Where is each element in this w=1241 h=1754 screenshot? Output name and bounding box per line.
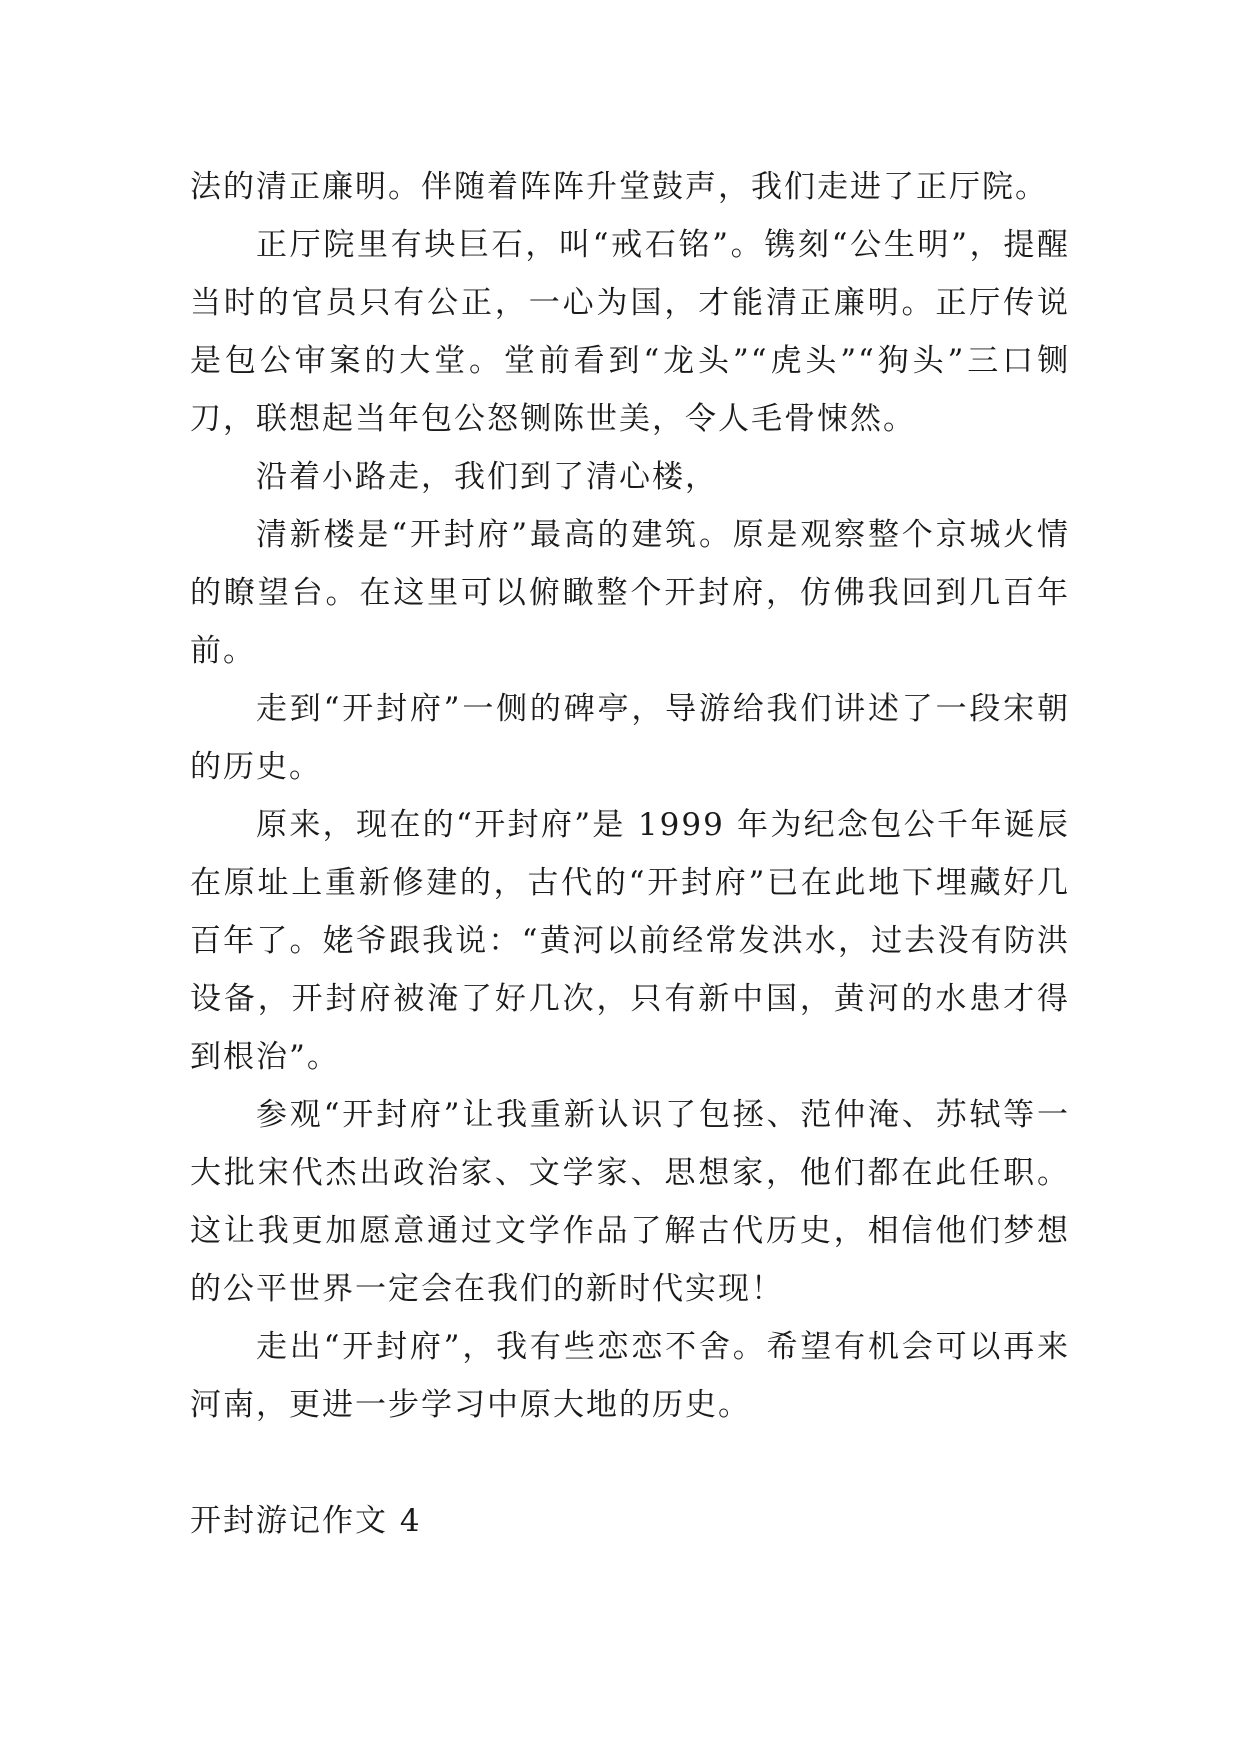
paragraph-8: 走出“开封府”，我有些恋恋不舍。希望有机会可以再来河南，更进一步学习中原大地的历史。	[190, 1329, 1070, 1423]
paragraph-2: 正厅院里有块巨石，叫“戒石铭”。镌刻“公生明”，提醒当时的官员只有公正，一心为国，才能清正廉明。正厅传说是包公审案的大堂。堂前看到“龙头”“虎头”“狗头”三口铡刀，联想起当年包公怒铡陈世美，令人毛骨悚然。	[190, 227, 1070, 437]
section-heading: 开封游记作文 4	[190, 1503, 422, 1539]
document-body	[190, 158, 1070, 1434]
paragraph-6: 原来，现在的“开封府”是 1999 年为纪念包公千年诞辰在原址上重新修建的，古代的“开封府”已在此地下埋藏好几百年了。姥爷跟我说：“黄河以前经常发洪水，过去没有防洪设备，开封府被淹了好几次，只有新中国，黄河的水患才得到根治”。	[190, 807, 1070, 1075]
paragraph-5: 走到“开封府”一侧的碑亭，导游给我们讲述了一段宋朝的历史。	[190, 691, 1070, 785]
paragraph-3: 沿着小路走，我们到了清心楼，	[256, 459, 718, 495]
paragraph-4: 清新楼是“开封府”最高的建筑。原是观察整个京城火情的瞭望台。在这里可以俯瞰整个开封府，仿佛我回到几百年前。	[190, 517, 1070, 669]
paragraph-7: 参观“开封府”让我重新认识了包拯、范仲淹、苏轼等一大批宋代杰出政治家、文学家、思想家，他们都在此任职。这让我更加愿意通过文学作品了解古代历史，相信他们梦想的公平世界一定会在我们的新时代实现！	[190, 1097, 1070, 1307]
paragraph-1: 法的清正廉明。伴随着阵阵升堂鼓声，我们走进了正厅院。	[190, 169, 1048, 205]
